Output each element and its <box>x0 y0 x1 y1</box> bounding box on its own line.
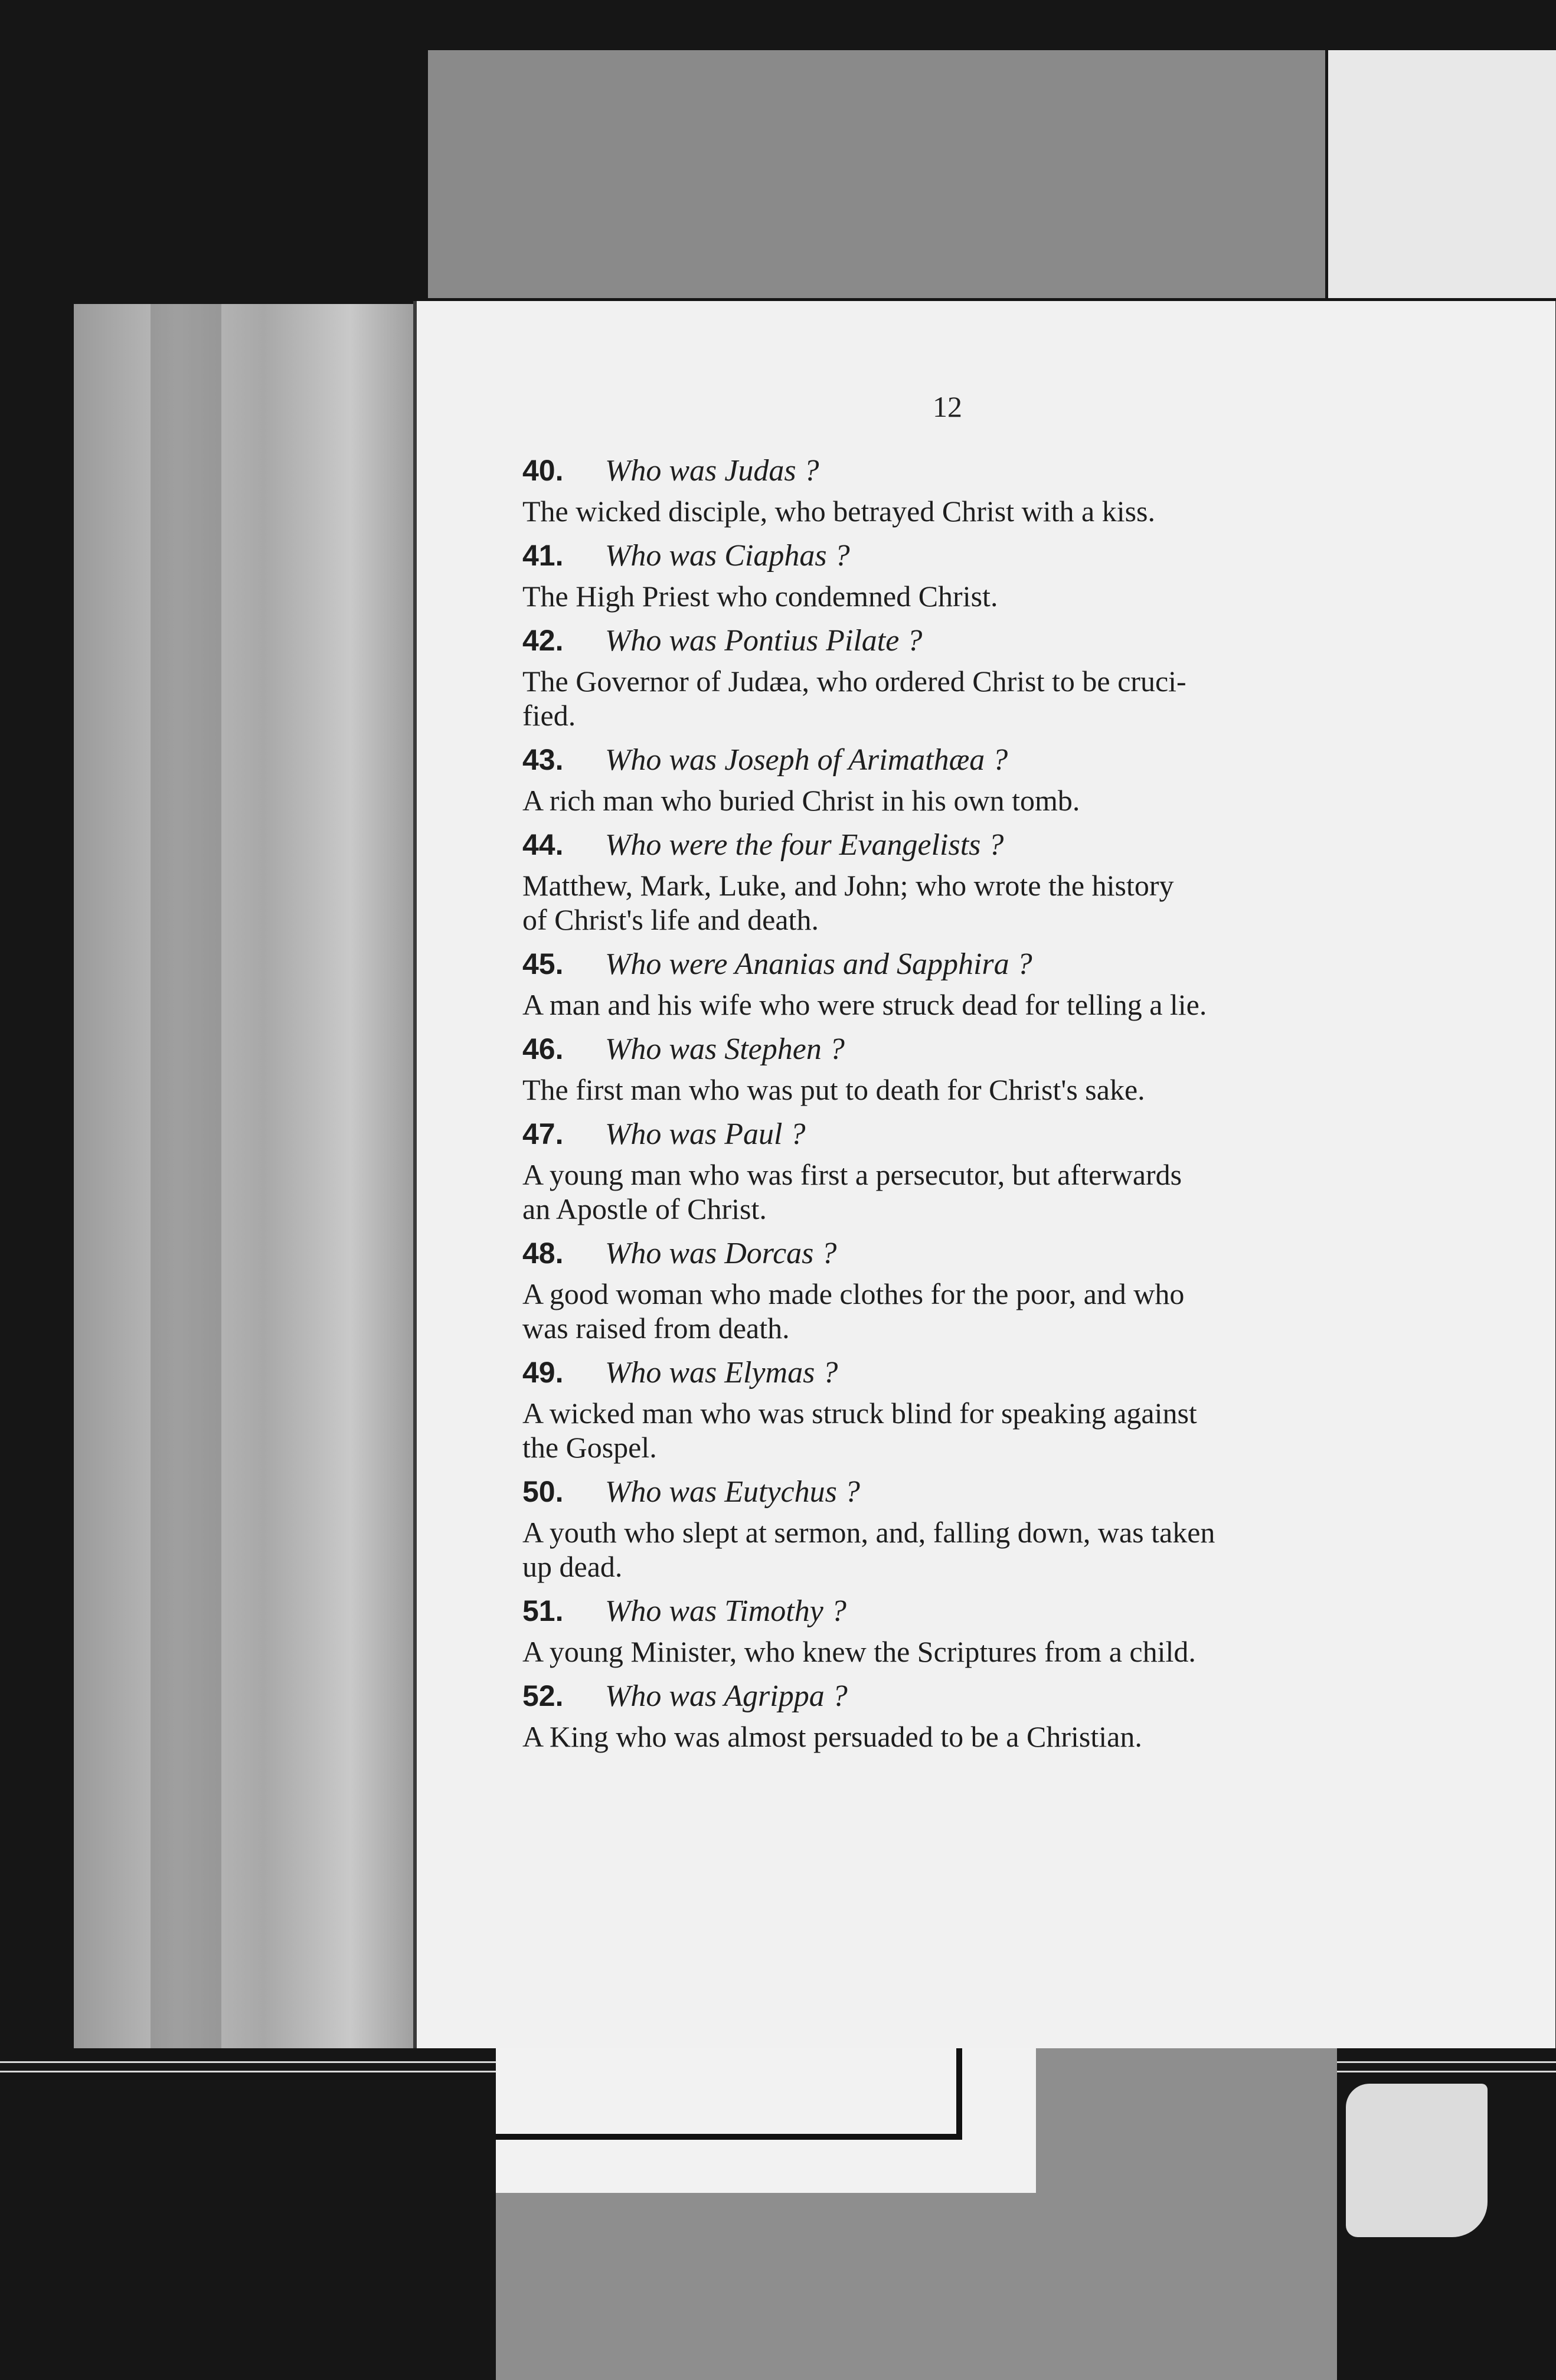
question-line <box>522 452 1443 494</box>
question-text: Who was Timothy ? <box>605 1594 846 1628</box>
question-text: Who was Judas ? <box>605 454 819 488</box>
question-line <box>522 537 1443 579</box>
question-line <box>522 826 1443 868</box>
question-line <box>522 1354 1443 1396</box>
question-text: Who was Agrippa ? <box>605 1679 848 1713</box>
answer-text <box>522 1158 1443 1226</box>
answer-text <box>522 1634 1443 1669</box>
question-number: 45. <box>522 947 564 980</box>
catechism-entry <box>522 1354 1443 1464</box>
answer-line: The first man who was put to death for Christ's sake. <box>522 1073 1145 1106</box>
answer-line: A wicked man who was struck blind for speaking against <box>522 1397 1197 1430</box>
question-number: 47. <box>522 1117 564 1150</box>
question-line <box>522 741 1443 783</box>
answer-line: A young man who was first a persecutor, but afterwards <box>522 1158 1182 1191</box>
answer-line: The wicked disciple, who betrayed Christ with a kiss. <box>522 495 1155 528</box>
catechism-entry <box>522 452 1443 528</box>
question-number: 42. <box>522 624 564 657</box>
scan-background-top <box>428 50 1325 298</box>
scan-paper-scrap-top-right <box>1328 50 1556 298</box>
question-line <box>522 1030 1443 1073</box>
answer-line: The High Priest who condemned Christ. <box>522 580 998 613</box>
question-text: Who were the four Evangelists ? <box>605 828 1004 862</box>
answer-line: A King who was almost persuaded to be a Christian. <box>522 1720 1142 1753</box>
question-text: Who was Paul ? <box>605 1117 806 1151</box>
answer-line: an Apostle of Christ. <box>522 1192 767 1225</box>
scan-paper-scrap-bottom-right <box>1346 2084 1488 2237</box>
question-line <box>522 1473 1443 1515</box>
question-line <box>522 945 1443 988</box>
question-line <box>522 1234 1443 1277</box>
question-number: 49. <box>522 1356 564 1389</box>
question-text: Who were Ananias and Sapphira ? <box>605 947 1032 981</box>
catechism-text <box>522 452 1443 1762</box>
question-number: 52. <box>522 1679 564 1712</box>
question-number: 40. <box>522 454 564 487</box>
question-line <box>522 622 1443 664</box>
question-text: Who was Elymas ? <box>605 1356 838 1390</box>
worn-left-page-edge <box>74 304 419 2048</box>
answer-line: A young Minister, who knew the Scriptures from a child. <box>522 1635 1196 1668</box>
answer-line: fied. <box>522 699 576 732</box>
question-line <box>522 1592 1443 1634</box>
answer-line: A good woman who made clothes for the poor, and who <box>522 1277 1185 1310</box>
catechism-entry <box>522 1677 1443 1754</box>
answer-text <box>522 1719 1443 1754</box>
answer-text <box>522 783 1443 818</box>
answer-text <box>522 1073 1443 1107</box>
answer-line: the Gospel. <box>522 1431 657 1464</box>
answer-text <box>522 579 1443 613</box>
answer-text <box>522 494 1443 528</box>
scan-rule-vertical <box>956 2036 962 2140</box>
answer-text <box>522 988 1443 1022</box>
catechism-entry <box>522 1030 1443 1107</box>
answer-text <box>522 1277 1443 1345</box>
scan-paper-scrap-bottom <box>496 2036 1036 2193</box>
catechism-entry <box>522 537 1443 613</box>
catechism-entry <box>522 741 1443 818</box>
question-text: Who was Ciaphas ? <box>605 539 850 573</box>
catechism-entry <box>522 1115 1443 1226</box>
catechism-entry <box>522 1592 1443 1669</box>
answer-line: up dead. <box>522 1550 623 1583</box>
answer-line: of Christ's life and death. <box>522 903 819 936</box>
question-text: Who was Dorcas ? <box>605 1237 837 1270</box>
question-number: 48. <box>522 1237 564 1270</box>
question-line <box>522 1115 1443 1158</box>
answer-line: A rich man who buried Christ in his own tomb. <box>522 784 1080 817</box>
answer-text <box>522 1396 1443 1464</box>
question-number: 43. <box>522 743 564 776</box>
question-text: Who was Eutychus ? <box>605 1475 860 1509</box>
answer-line: A man and his wife who were struck dead for telling a lie. <box>522 988 1207 1021</box>
catechism-entry <box>522 1234 1443 1345</box>
question-number: 50. <box>522 1475 564 1508</box>
answer-text <box>522 664 1443 733</box>
question-number: 51. <box>522 1594 564 1627</box>
question-text: Who was Stephen ? <box>605 1032 845 1066</box>
answer-text <box>522 868 1443 937</box>
answer-line: Matthew, Mark, Luke, and John; who wrote the history <box>522 869 1174 902</box>
question-text: Who was Joseph of Arimathæa ? <box>605 743 1008 777</box>
answer-line: A youth who slept at sermon, and, falling down, was taken <box>522 1516 1215 1549</box>
catechism-entry <box>522 622 1443 733</box>
question-number: 46. <box>522 1032 564 1065</box>
question-line <box>522 1677 1443 1719</box>
answer-line: was raised from death. <box>522 1312 790 1345</box>
catechism-entry <box>522 1473 1443 1584</box>
catechism-entry <box>522 945 1443 1022</box>
question-number: 44. <box>522 828 564 861</box>
page-number: 12 <box>933 390 962 423</box>
answer-line: The Governor of Judæa, who ordered Christ to be cruci- <box>522 665 1186 698</box>
question-number: 41. <box>522 539 564 572</box>
scan-rule-horizontal <box>496 2134 962 2140</box>
catechism-entry <box>522 826 1443 937</box>
question-text: Who was Pontius Pilate ? <box>605 624 923 658</box>
answer-text <box>522 1515 1443 1584</box>
